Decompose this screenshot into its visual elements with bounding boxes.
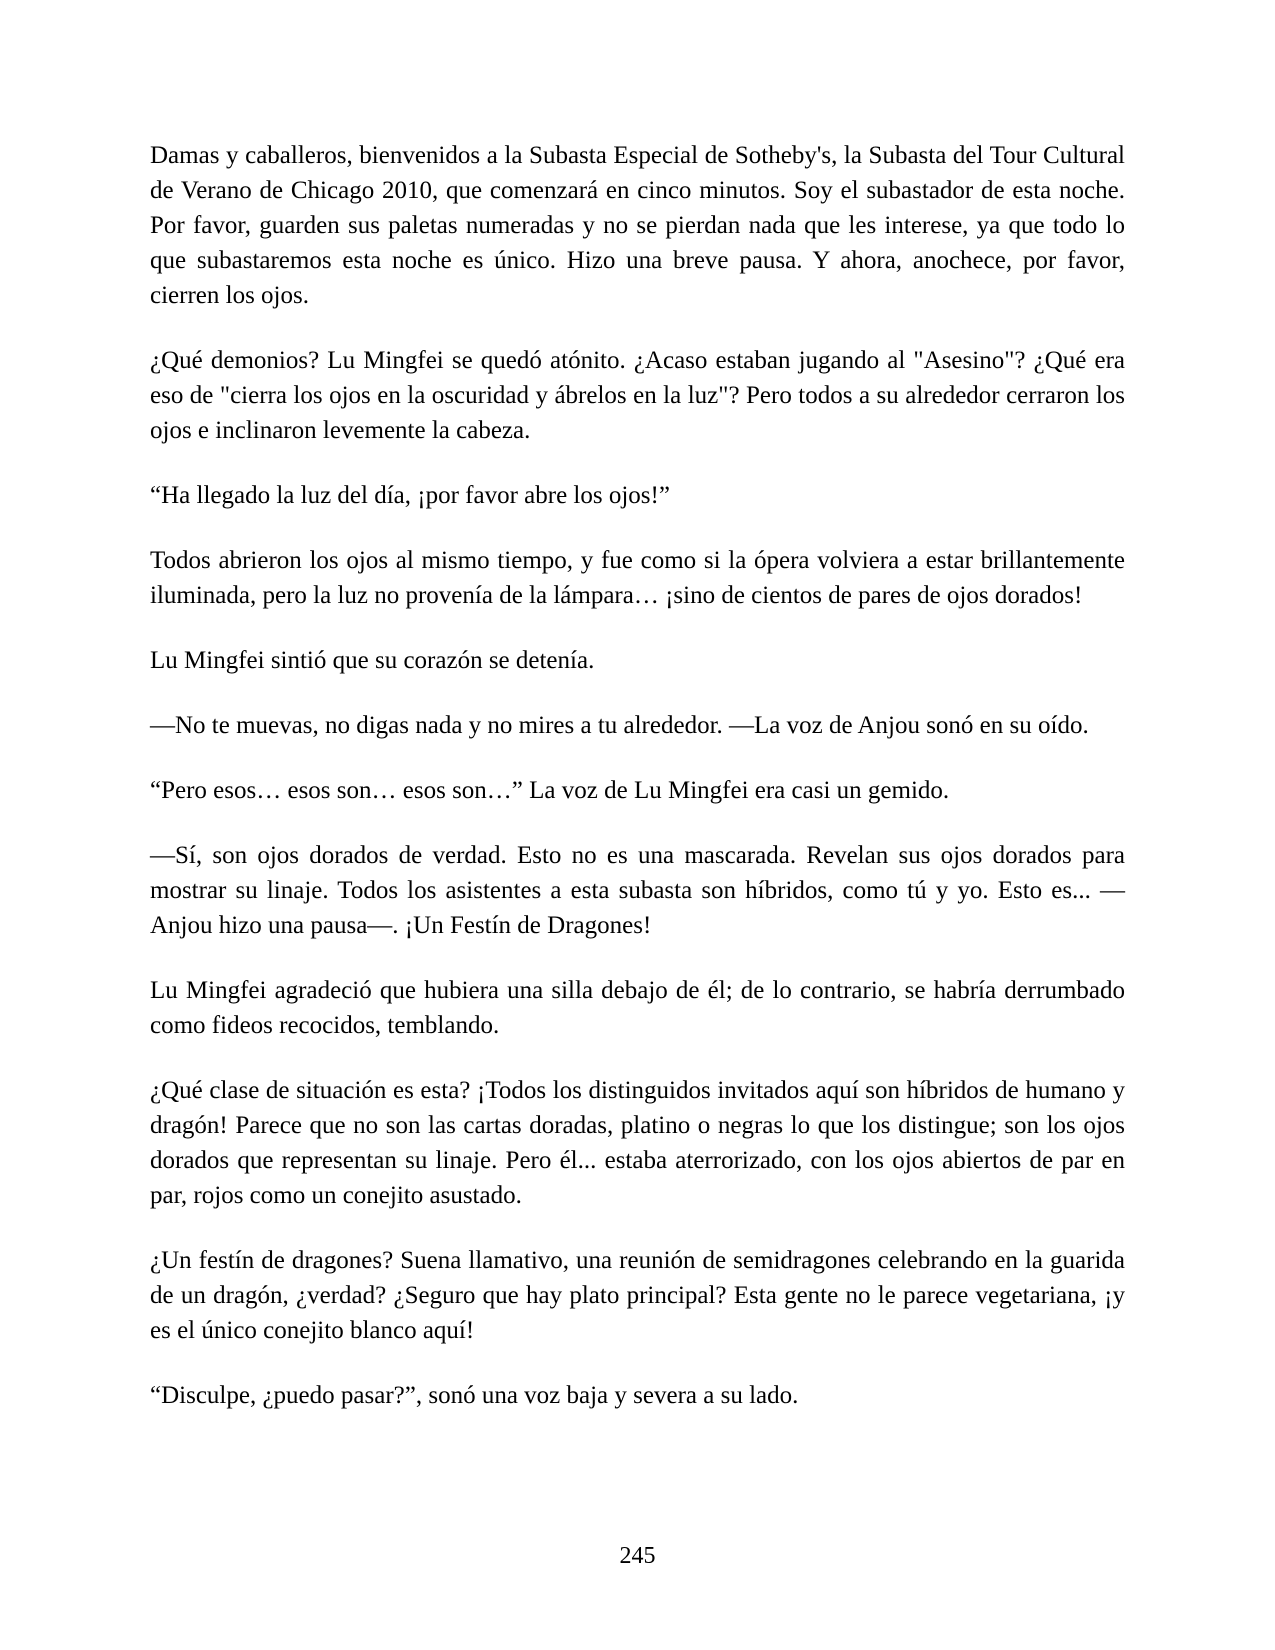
paragraph: Damas y caballeros, bienvenidos a la Subasta Especial de Sotheby's, la Subasta del Tour Cultural de Verano de Chicago 2010, que comenzará en cinco minutos. Soy el subastador de esta noche. Por favor, guarden sus paletas numeradas y no se pierdan nada que les interese, ya que todo lo que subastaremos esta noche es único. Hizo una breve pausa. Y ahora, anochece, por favor, cierren los ojos. — [150, 142, 1125, 309]
paragraph: Lu Mingfei sintió que su corazón se detenía. — [150, 647, 595, 674]
paragraph: Todos abrieron los ojos al mismo tiempo, y fue como si la ópera volviera a estar brillantemente iluminada, pero la luz no provenía de la lámpara… ¡sino de cientos de pares de ojos dorados! — [150, 547, 1125, 609]
paragraph: —No te muevas, no digas nada y no mires a tu alrededor. —La voz de Anjou sonó en su oído. — [150, 712, 1089, 739]
paragraph: “Ha llegado la luz del día, ¡por favor abre los ojos!” — [150, 482, 670, 509]
paragraph: ¿Un festín de dragones? Suena llamativo, una reunión de semidragones celebrando en la guarida de un dragón, ¿verdad? ¿Seguro que hay plato principal? Esta gente no le parece vegetariana, ¡y es el único conejito blanco aquí! — [150, 1247, 1125, 1344]
text-content — [150, 138, 1125, 1443]
page-number: 245 — [619, 1543, 656, 1569]
paragraph: ¿Qué clase de situación es esta? ¡Todos los distinguidos invitados aquí son híbridos de humano y dragón! Parece que no son las cartas doradas, platino o negras lo que los distingue; son los ojos dorados que representan su linaje. Pero él... estaba aterrorizado, con los ojos abiertos de par en par, rojos como un conejito asustado. — [150, 1077, 1125, 1209]
paragraph: ¿Qué demonios? Lu Mingfei se quedó atónito. ¿Acaso estaban jugando al "Asesino"? ¿Qué era eso de "cierra los ojos en la oscuridad y ábrelos en la luz"? Pero todos a su alrededor cerraron los ojos e inclinaron levemente la cabeza. — [150, 347, 1125, 444]
paragraph: Lu Mingfei agradeció que hubiera una silla debajo de él; de lo contrario, se habría derrumbado como fideos recocidos, temblando. — [150, 977, 1125, 1039]
paragraph: —Sí, son ojos dorados de verdad. Esto no es una mascarada. Revelan sus ojos dorados para mostrar su linaje. Todos los asistentes a esta subasta son híbridos, como tú y yo. Esto es... — Anjou hizo una pausa—. ¡Un Festín de Dragones! — [150, 842, 1125, 939]
paragraph: “Disculpe, ¿puedo pasar?”, sonó una voz baja y severa a su lado. — [150, 1382, 799, 1409]
paragraph: “Pero esos… esos son… esos son…” La voz de Lu Mingfei era casi un gemido. — [150, 777, 950, 804]
